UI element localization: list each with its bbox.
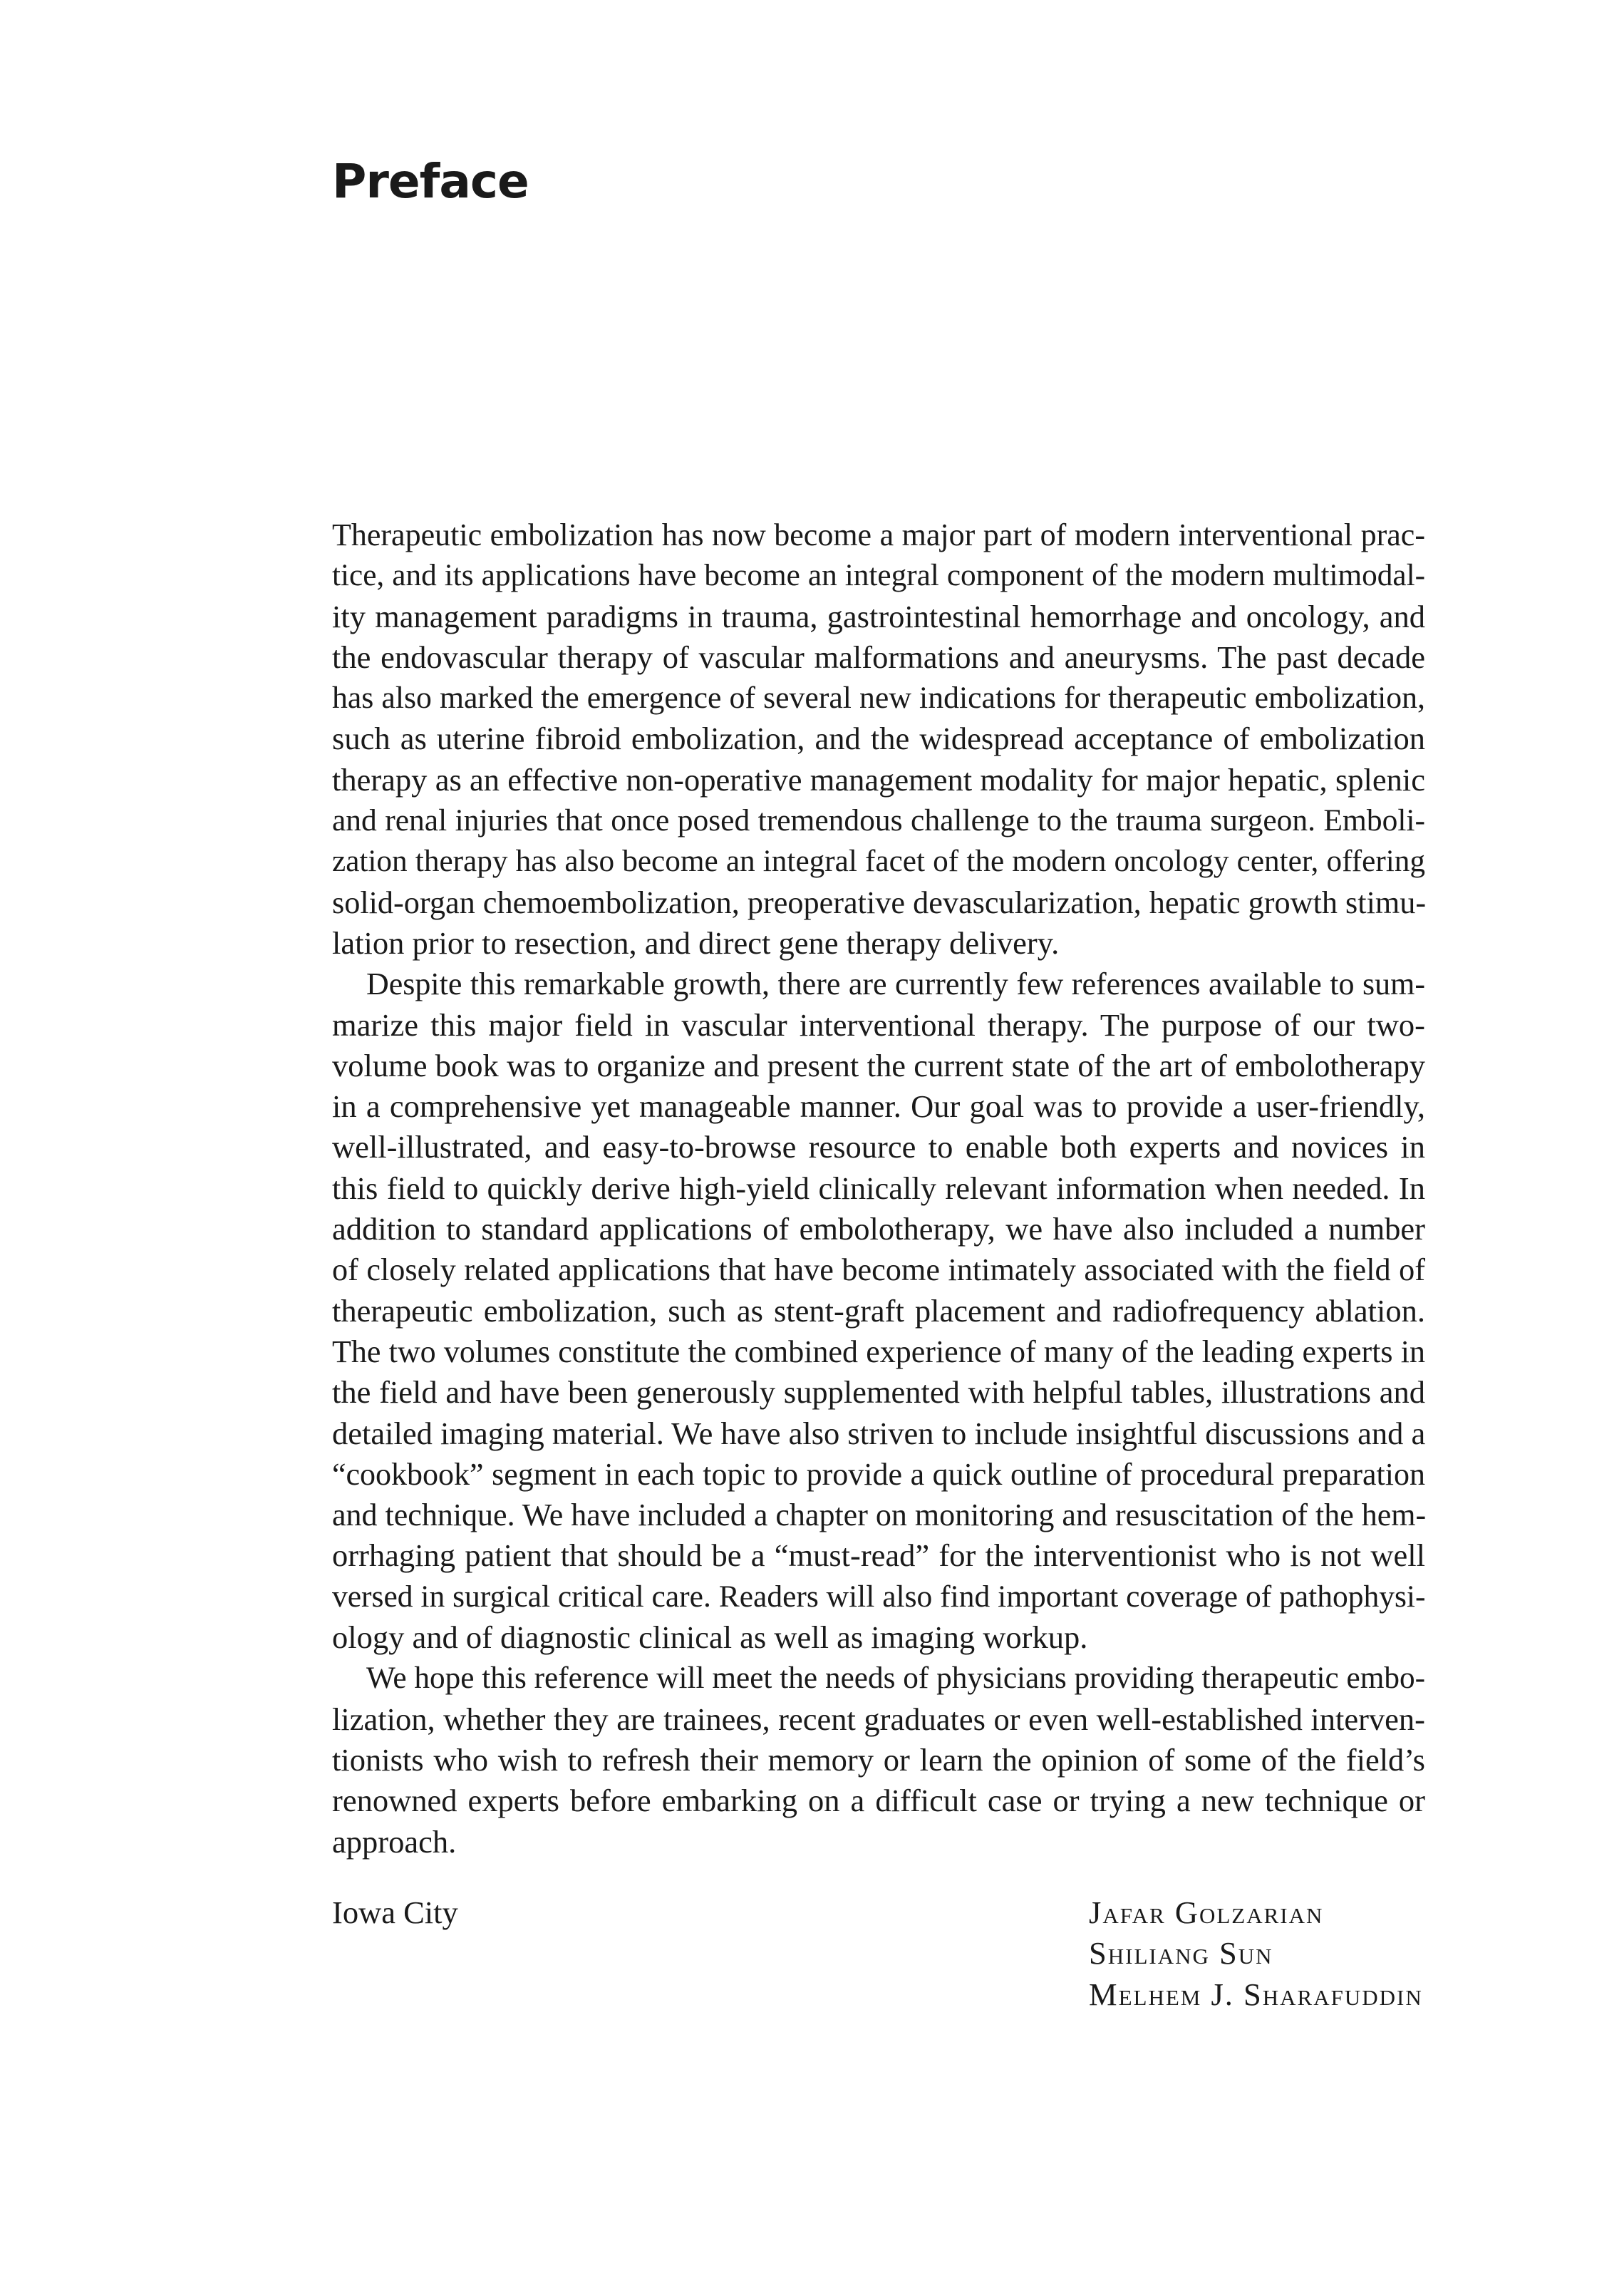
text-line: ity management paradigms in trauma, gastrointestinal hemorrhage and oncology, and [332, 598, 1425, 634]
paragraph-2 [332, 964, 1425, 1658]
author-list [1089, 1892, 1423, 2015]
author-name: Melhem J. Sharafuddin [1089, 1976, 1423, 2012]
text-line: solid-organ chemoembolization, preoperative devascularization, hepatic growth stimu- [332, 885, 1427, 920]
text-line: tice, and its applications have become an integral component of the modern multimodal- [332, 558, 1425, 593]
text-line: lization, whether they are trainees, recent graduates or even well-established interven- [332, 1701, 1425, 1737]
signature-place: Iowa City [332, 1895, 458, 1930]
text-line: has also marked the emergence of several new indications for therapeutic embolization, [332, 681, 1425, 716]
text-line: tionists who wish to refresh their memory or learn the opinion of some of the field’s [332, 1741, 1425, 1778]
text-line: versed in surgical critical care. Readers will also find important coverage of pathophysi- [332, 1579, 1426, 1614]
text-line: The two volumes constitute the combined experience of many of the leading experts in [332, 1334, 1425, 1369]
signature-block [332, 1892, 1425, 2035]
text-line: “cookbook” segment in each topic to provide a quick outline of procedural preparation [332, 1456, 1425, 1492]
page-title: Preface [332, 154, 529, 209]
text-line: well-illustrated, and easy-to-browse resource to enable both experts and novices in [332, 1129, 1425, 1165]
text-line: marize this major field in vascular interventional therapy. The purpose of our two- [332, 1006, 1425, 1043]
text-line: therapeutic embolization, such as stent-graft placement and radiofrequency ablation. [332, 1292, 1425, 1329]
text-line: approach. [332, 1823, 457, 1860]
text-line: and technique. We have included a chapter on monitoring and resuscitation of the hem- [332, 1498, 1427, 1533]
text-line: in a comprehensive yet manageable manner. Our goal was to provide a user-friendly, [332, 1088, 1425, 1125]
paragraph-3 [332, 1658, 1425, 1862]
text-line: zation therapy has also become an integral facet of the modern oncology center, offering [332, 844, 1425, 879]
text-line: such as uterine fibroid embolization, and the widespread acceptance of embolization [332, 721, 1425, 757]
text-line: detailed imaging material. We have also striven to include insightful discussions and a [332, 1415, 1426, 1451]
paragraph-1 [332, 515, 1425, 964]
text-line: Despite this remarkable growth, there are currently few references available to sum- [366, 967, 1425, 1002]
text-line: addition to standard applications of embolotherapy, we have also included a number [332, 1211, 1425, 1247]
text-line: therapy as an effective non-operative management modality for major hepatic, splenic [332, 761, 1425, 798]
preface-body [332, 515, 1425, 1862]
text-line: ology and of diagnostic clinical as well as imaging workup. [332, 1619, 1088, 1656]
text-line: of closely related applications that have become intimately associated with the field of [332, 1252, 1425, 1288]
text-line: lation prior to resection, and direct gene therapy delivery. [332, 924, 1060, 961]
text-line: volume book was to organize and present the current state of the art of embolotherapy [332, 1047, 1425, 1083]
author-name: Jafar Golzarian [1089, 1895, 1324, 1930]
text-line: Therapeutic embolization has now become a major part of modern interventional prac- [332, 517, 1425, 552]
text-line: and renal injuries that once posed tremendous challenge to the trauma surgeon. Emboli- [332, 803, 1425, 838]
text-line: this field to quickly derive high-yield clinically relevant information when needed. In [332, 1170, 1425, 1206]
text-line: the endovascular therapy of vascular malformations and aneurysms. The past decade [332, 639, 1425, 675]
text-line: We hope this reference will meet the needs of physicians providing therapeutic embo- [366, 1661, 1425, 1696]
text-line: the field and have been generously supplemented with helpful tables, illustrations and [332, 1374, 1425, 1411]
author-name: Shiliang Sun [1089, 1935, 1273, 1972]
text-line: renowned experts before embarking on a difficult case or trying a new technique or [332, 1783, 1425, 1819]
text-line: orrhaging patient that should be a “must-read” for the interventionist who is not well [332, 1537, 1425, 1574]
